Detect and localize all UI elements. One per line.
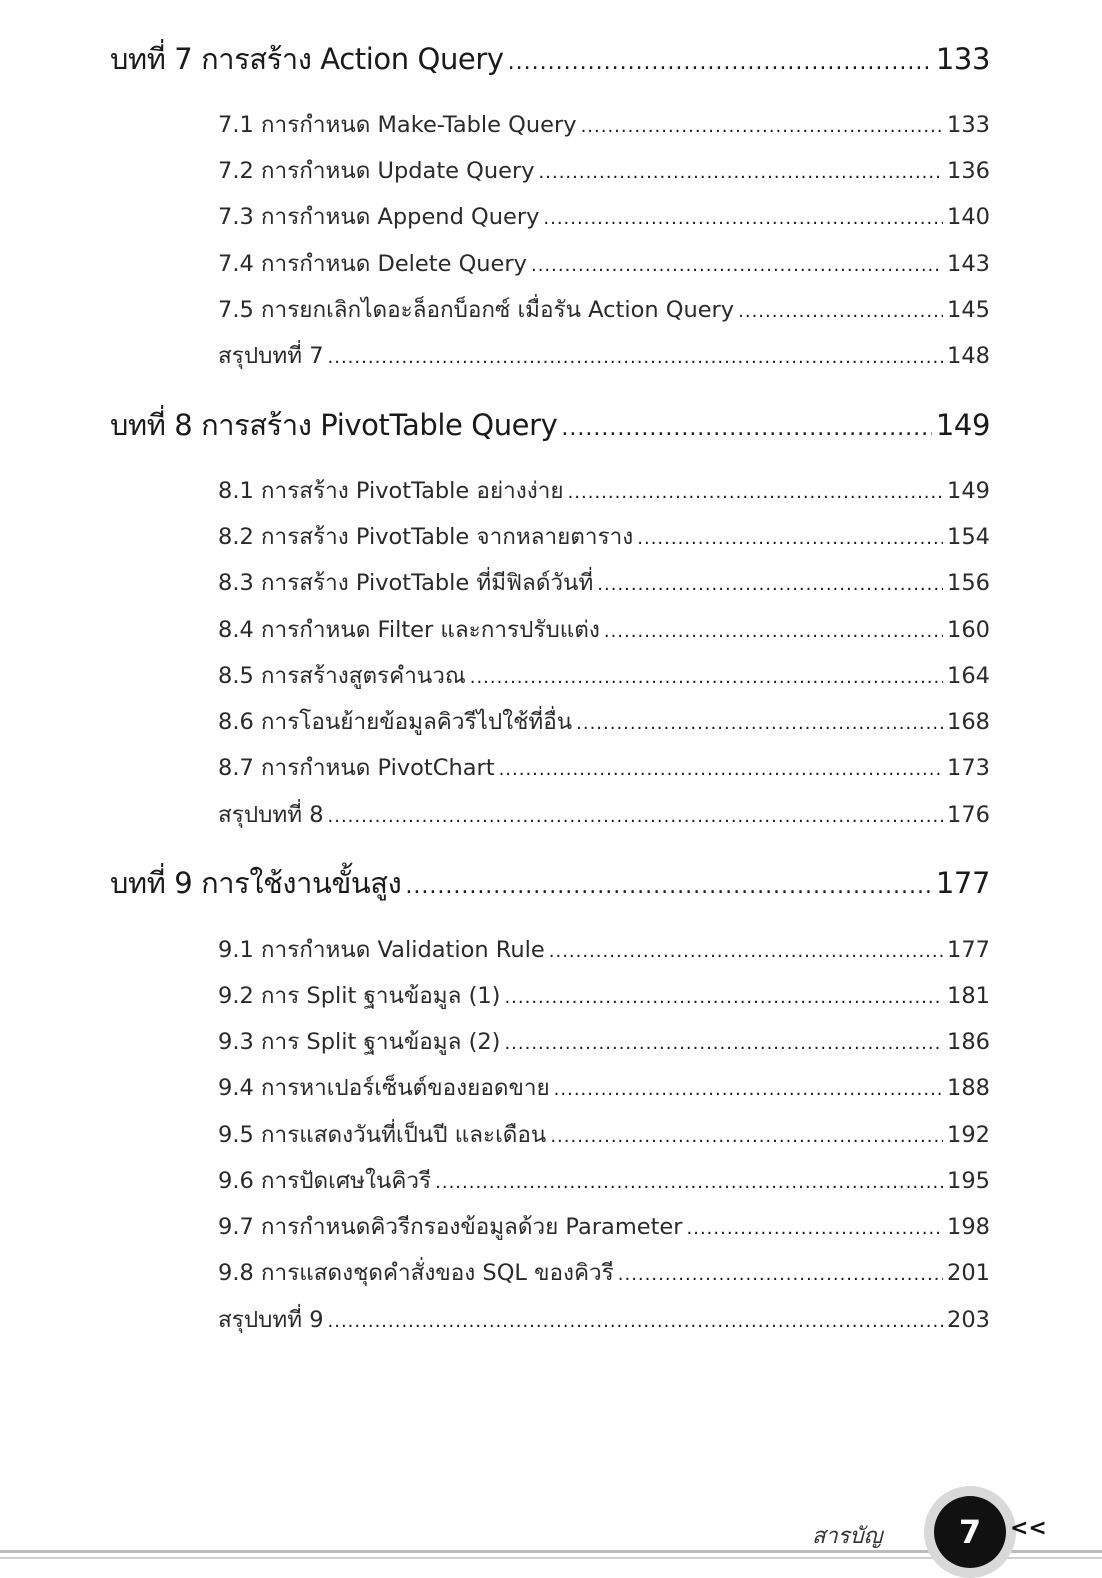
entry-title: สรุปบทที่ 8 — [218, 802, 324, 828]
entry-title: 7.5 การยกเลิกไดอะล็อกบ็อกซ์ เมื่อรัน Action Query — [218, 297, 735, 323]
chapter-heading — [110, 860, 990, 906]
entry-page-number: 168 — [947, 709, 990, 735]
chapter-page-number: 149 — [935, 408, 990, 442]
dot-leader — [618, 1264, 943, 1285]
toc-entry — [218, 611, 990, 647]
dot-leader — [504, 987, 943, 1008]
entry-title: 8.1 การสร้าง PivotTable อย่างง่าย — [218, 478, 564, 504]
toc-entry — [218, 1162, 990, 1198]
entry-title: 8.7 การกำหนด PivotChart — [218, 755, 495, 781]
chapter-heading — [110, 402, 990, 448]
entry-page-number: 148 — [947, 343, 990, 369]
toc-entry — [218, 198, 990, 234]
dot-leader — [504, 1033, 943, 1054]
dot-leader — [576, 713, 943, 734]
dot-leader — [554, 1079, 943, 1100]
toc-entry — [218, 1023, 990, 1059]
entry-title: 8.4 การกำหนด Filter และการปรับแต่ง — [218, 617, 600, 643]
entry-page-number: 154 — [947, 524, 990, 550]
entry-page-number: 195 — [947, 1168, 990, 1194]
dot-leader — [738, 301, 943, 322]
dot-leader — [581, 116, 943, 137]
toc-entry — [218, 1208, 990, 1244]
entry-title: 7.1 การกำหนด Make-Table Query — [218, 112, 577, 138]
dot-leader — [531, 255, 943, 276]
entry-page-number: 201 — [947, 1260, 990, 1286]
dot-leader — [435, 1172, 943, 1193]
entry-title: 8.6 การโอนย้ายข้อมูลคิวรีไปใช้ที่อื่น — [218, 709, 573, 735]
toc-entry — [218, 657, 990, 693]
toc-entry — [218, 749, 990, 785]
entry-page-number: 177 — [947, 937, 990, 963]
entry-title: 7.4 การกำหนด Delete Query — [218, 251, 527, 277]
toc-entry — [218, 291, 990, 327]
entry-title: 8.2 การสร้าง PivotTable จากหลายตาราง — [218, 524, 634, 550]
dot-leader — [604, 621, 943, 642]
entry-title: 9.6 การปัดเศษในคิวรี — [218, 1168, 432, 1194]
toc-entry — [218, 1254, 990, 1290]
entry-title: 8.3 การสร้าง PivotTable ที่มีฟิลด์วันที่ — [218, 570, 594, 596]
chapter-title: บทที่ 9 การใช้งานขั้นสูง — [110, 866, 402, 900]
dot-leader — [328, 806, 944, 827]
dot-leader — [539, 162, 944, 183]
double-chevron-left-icon: << — [1010, 1516, 1047, 1541]
dot-leader — [568, 482, 943, 503]
entry-page-number: 140 — [947, 204, 990, 230]
page-number: 7 — [958, 1513, 982, 1551]
entry-title: 9.1 การกำหนด Validation Rule — [218, 937, 545, 963]
entry-page-number: 156 — [947, 570, 990, 596]
entry-title: 9.5 การแสดงวันที่เป็นปี และเดือน — [218, 1122, 547, 1148]
entry-title: 9.4 การหาเปอร์เซ็นต์ของยอดขาย — [218, 1075, 550, 1101]
toc-entry — [218, 152, 990, 188]
entry-page-number: 181 — [947, 983, 990, 1009]
dot-leader — [499, 759, 943, 780]
entry-title: 7.3 การกำหนด Append Query — [218, 204, 540, 230]
dot-leader — [549, 941, 943, 962]
chapter-title: บทที่ 7 การสร้าง Action Query — [110, 42, 504, 76]
toc-entry — [218, 703, 990, 739]
toc-entry — [218, 931, 990, 967]
chapter-page-number: 133 — [935, 42, 990, 76]
entry-page-number: 176 — [947, 802, 990, 828]
entry-page-number: 160 — [947, 617, 990, 643]
entry-page-number: 149 — [947, 478, 990, 504]
entry-page-number: 164 — [947, 663, 990, 689]
entry-page-number: 198 — [947, 1214, 990, 1240]
page-number-badge — [934, 1496, 1006, 1568]
toc-entry — [218, 245, 990, 281]
toc-entry — [218, 1301, 990, 1337]
entry-page-number: 143 — [947, 251, 990, 277]
entry-title: สรุปบทที่ 7 — [218, 343, 324, 369]
dot-leader — [550, 1126, 943, 1147]
entry-page-number: 188 — [947, 1075, 990, 1101]
toc-entry — [218, 472, 990, 508]
entry-page-number: 192 — [947, 1122, 990, 1148]
dot-leader — [328, 347, 944, 368]
entry-title: 9.7 การกำหนดคิวรีกรองข้อมูลด้วย Parameter — [218, 1214, 683, 1240]
entry-title: 9.8 การแสดงชุดคำสั่งของ SQL ของคิวรี — [218, 1260, 614, 1286]
dot-leader — [405, 874, 931, 899]
dot-leader — [508, 50, 932, 75]
entry-page-number: 145 — [947, 297, 990, 323]
footer-section-label: สารบัญ — [812, 1524, 883, 1549]
toc-entry — [218, 1069, 990, 1105]
entry-page-number: 136 — [947, 158, 990, 184]
entry-title: 7.2 การกำหนด Update Query — [218, 158, 535, 184]
toc-entry — [218, 337, 990, 373]
dot-leader — [561, 416, 931, 441]
toc-entry — [218, 564, 990, 600]
entry-page-number: 186 — [947, 1029, 990, 1055]
entry-title: สรุปบทที่ 9 — [218, 1307, 324, 1333]
toc-entry — [218, 796, 990, 832]
chapter-heading — [110, 36, 990, 82]
chapter-page-number: 177 — [935, 866, 990, 900]
dot-leader — [597, 574, 943, 595]
dot-leader — [328, 1311, 944, 1332]
dot-leader — [543, 208, 943, 229]
entry-title: 9.2 การ Split ฐานข้อมูล (1) — [218, 983, 501, 1009]
toc-entry — [218, 518, 990, 554]
toc-entry — [218, 106, 990, 142]
entry-page-number: 173 — [947, 755, 990, 781]
dot-leader — [637, 528, 943, 549]
dot-leader — [470, 667, 943, 688]
entry-title: 9.3 การ Split ฐานข้อมูล (2) — [218, 1029, 501, 1055]
toc-entry — [218, 1116, 990, 1152]
entry-page-number: 203 — [947, 1307, 990, 1333]
toc-entry — [218, 977, 990, 1013]
dot-leader — [687, 1218, 944, 1239]
entry-title: 8.5 การสร้างสูตรคำนวณ — [218, 663, 466, 689]
chapter-title: บทที่ 8 การสร้าง PivotTable Query — [110, 408, 558, 442]
entry-page-number: 133 — [947, 112, 990, 138]
